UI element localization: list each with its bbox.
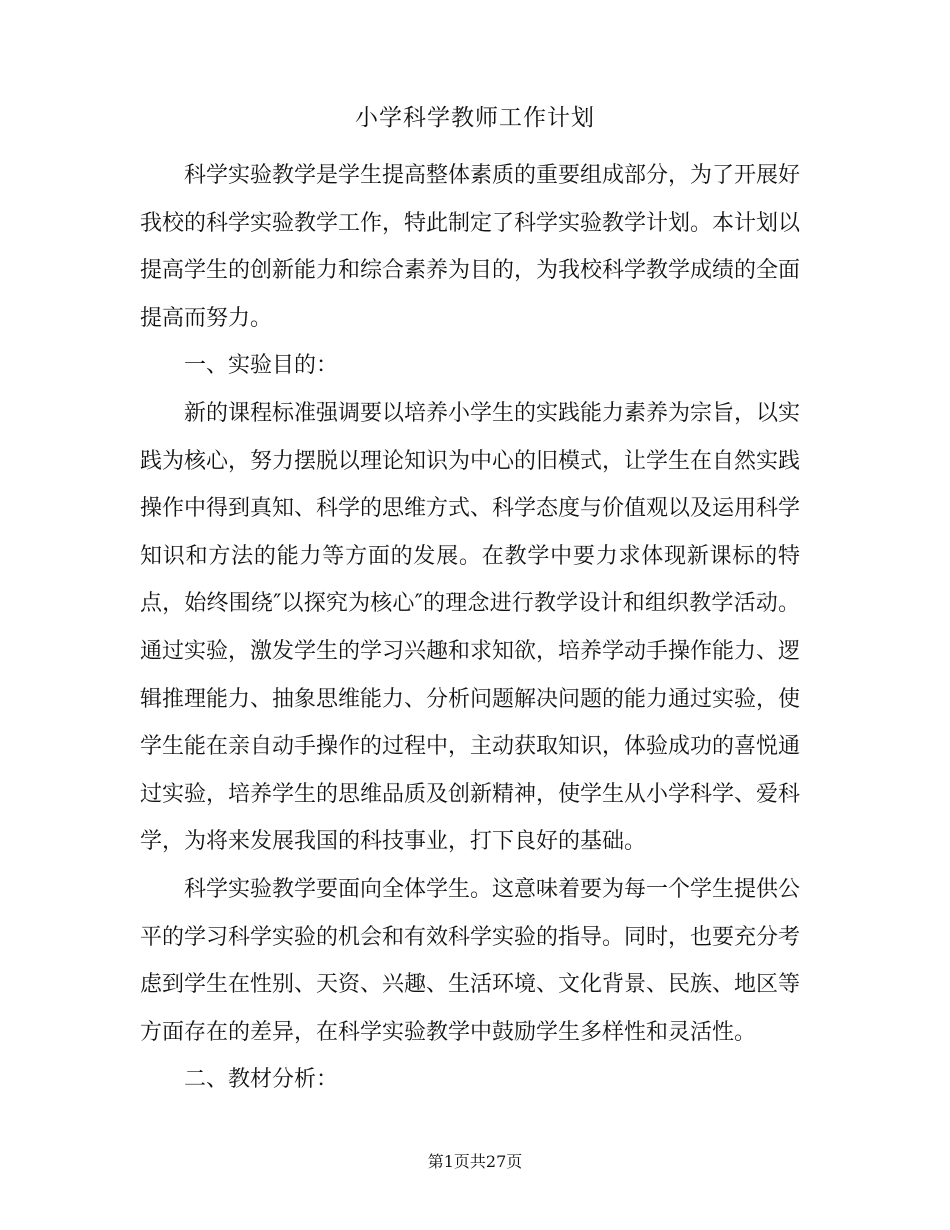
page-number-footer: 第1页共27页	[427, 1152, 523, 1171]
paragraph-experiment-purpose: 新的课程标准强调要以培养小学生的实践能力素养为宗旨，以实践为核心，努力摆脱以理论知识为中心的旧模式，让学生在自然实践操作中得到真知、科学的思维方式、科学态度与价值观以及运用科学知识和方法的能力等方面的发展。在教学中要力求体现新课标的特点，始终围绕″以探究为核心″的理念进行教学设计和组织教学活动。通过实验，激发学生的学习兴趣和求知欲，培养学动手操作能力、逻辑推理能力、抽象思维能力、分析问题解决问题的能力通过实验，使学生能在亲自动手操作的过程中，主动获取知识，体验成功的喜悦通过实验，培养学生的思维品质及创新精神，使学生从小学科学、爱科学，为将来发展我国的科技事业，打下良好的基础。	[140, 400, 801, 855]
document-body	[140, 152, 800, 1104]
document-title: 小学科学教师工作计划	[355, 105, 595, 131]
section-heading-experiment-purpose: 一、实验目的：	[184, 353, 339, 379]
paragraph-intro: 科学实验教学是学生提高整体素质的重要组成部分，为了开展好我校的科学实验教学工作，特此制定了科学实验教学计划。本计划以提高学生的创新能力和综合素养为目的，为我校科学教学成绩的全面提高而努力。	[140, 163, 801, 331]
section-heading-textbook-analysis: 二、教材分析：	[184, 1067, 339, 1093]
paragraph-all-students: 科学实验教学要面向全体学生。这意味着要为每一个学生提供公平的学习科学实验的机会和有效科学实验的指导。同时，也要充分考虑到学生在性别、天资、兴趣、生活环境、文化背景、民族、地区等方面存在的差异，在科学实验教学中鼓励学生多样性和灵活性。	[140, 876, 801, 1045]
